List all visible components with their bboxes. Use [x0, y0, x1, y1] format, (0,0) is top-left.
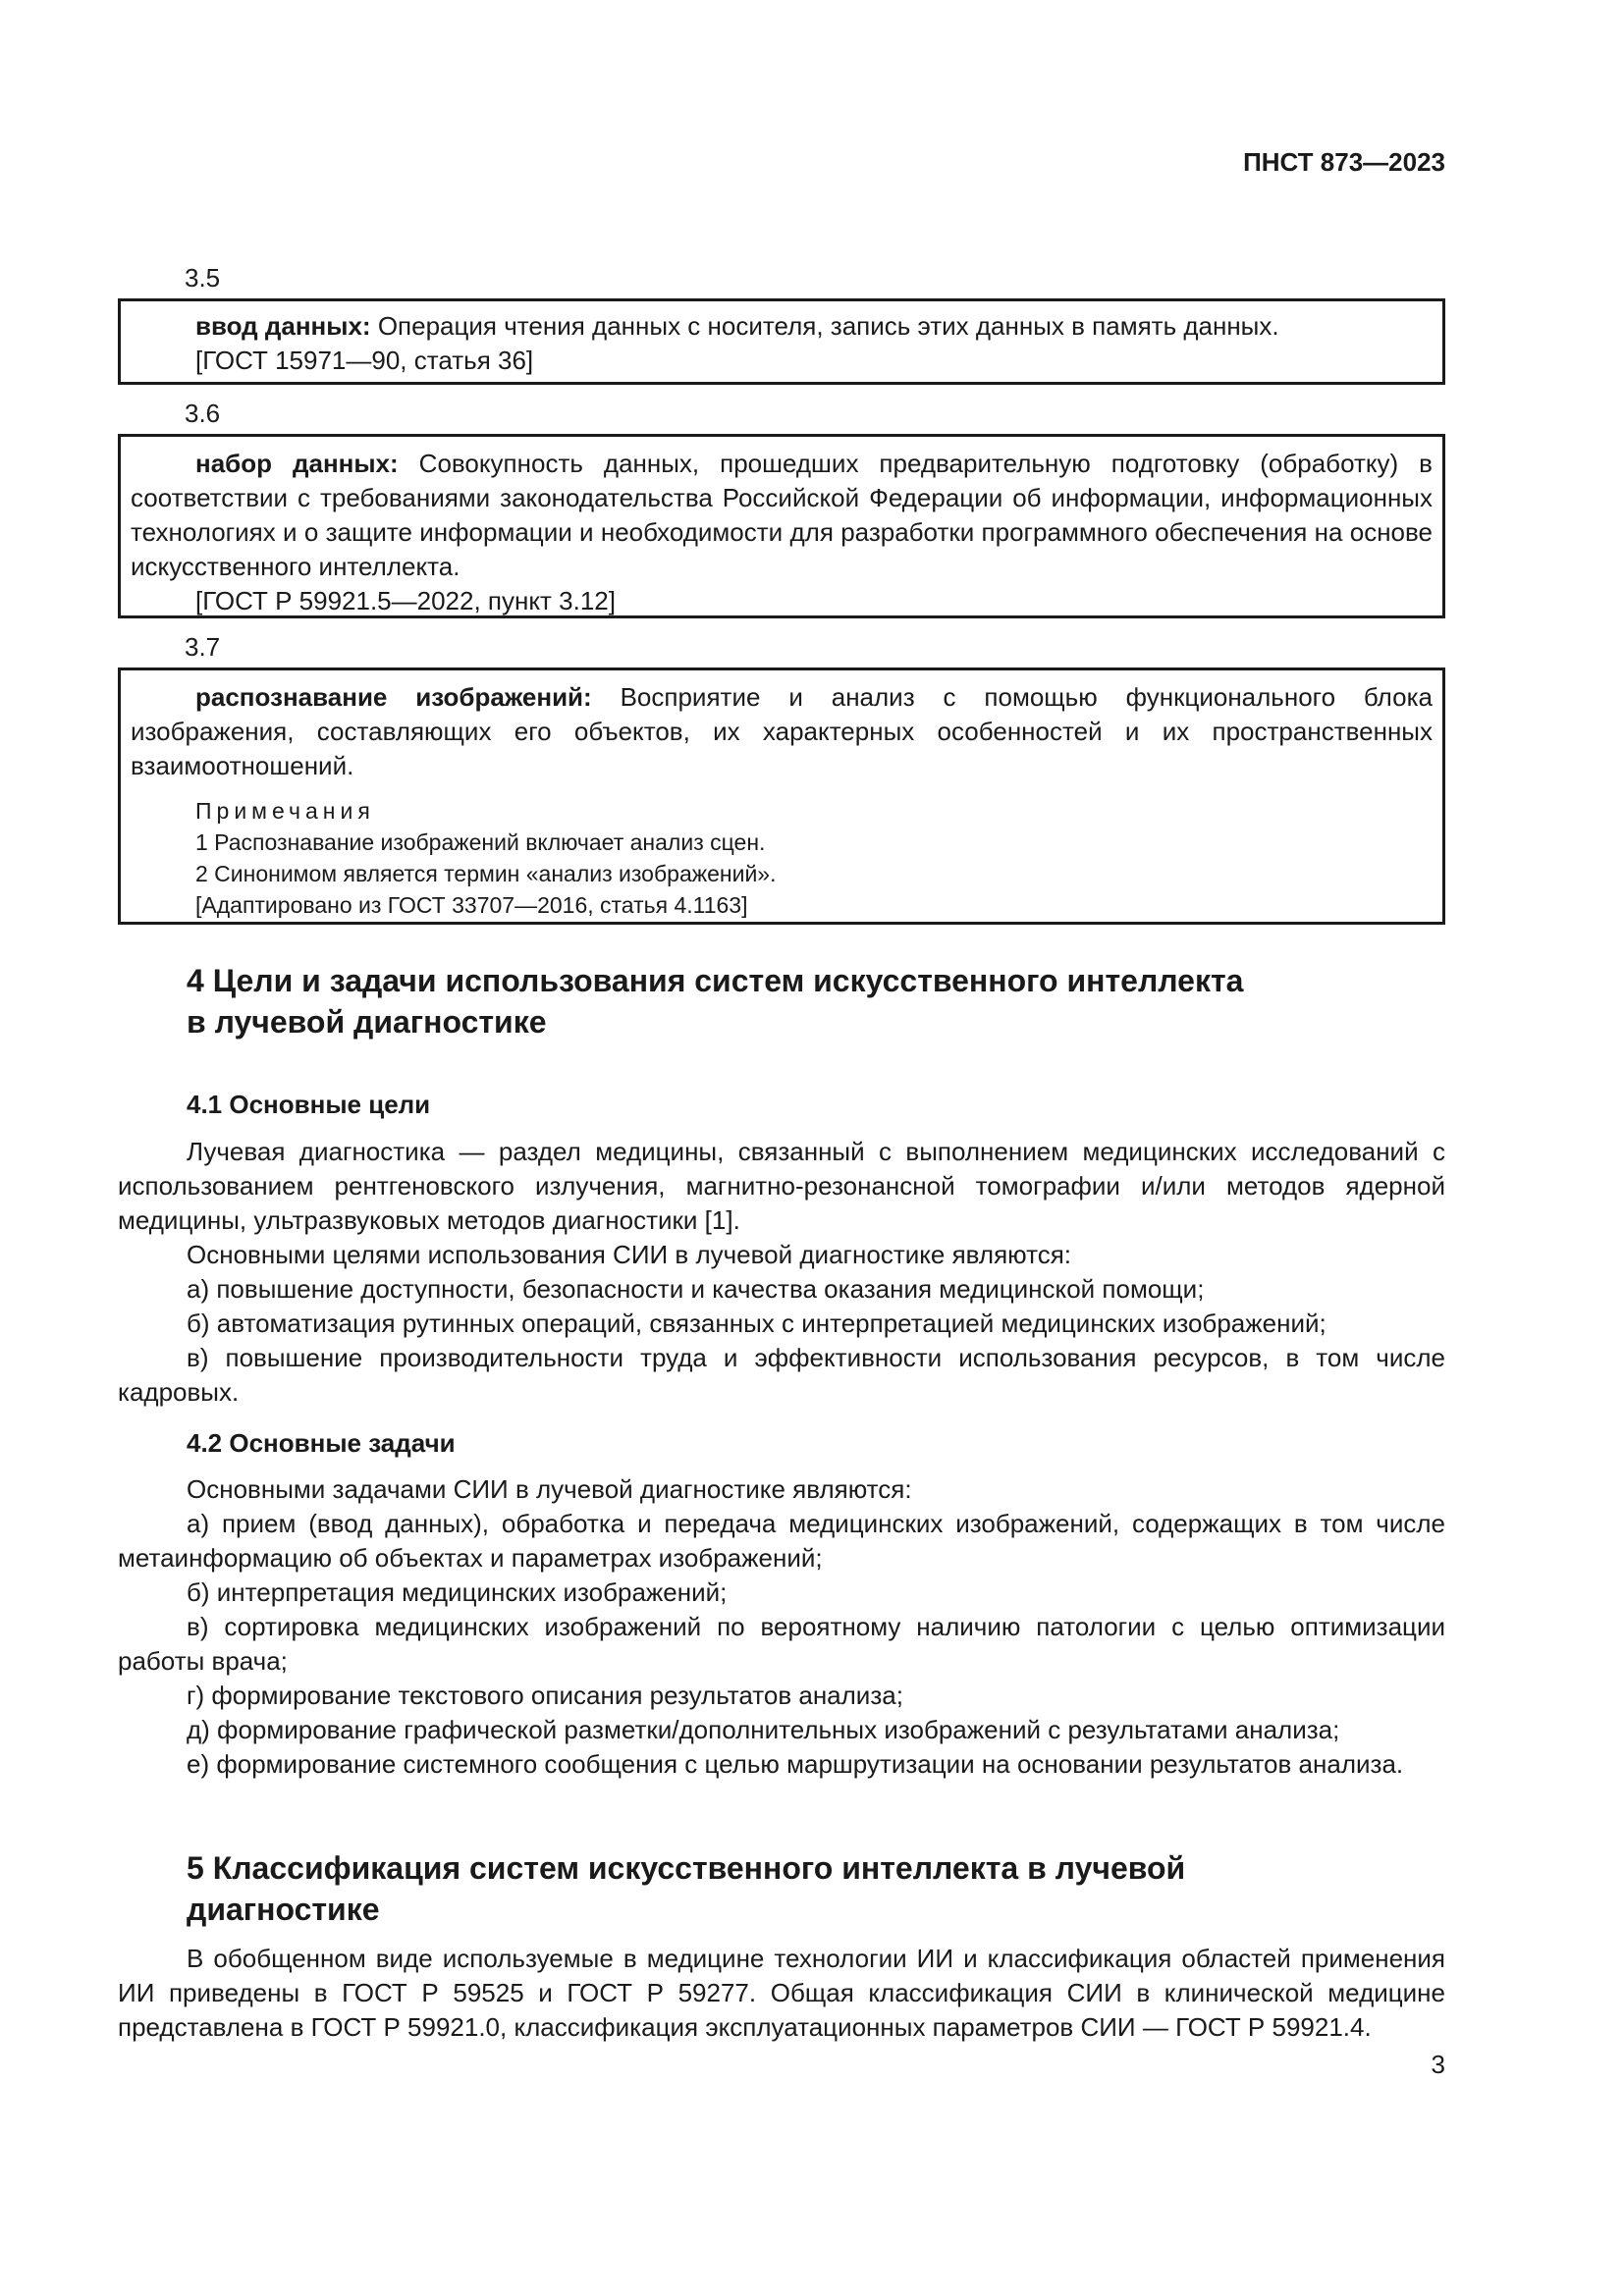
- subsection-4-2-body: [118, 1472, 1445, 1782]
- term-box-3-6: [118, 434, 1445, 618]
- note-item: 2 Синонимом является термин «анализ изображений».: [195, 861, 777, 886]
- section-5-heading: [187, 1847, 1365, 1930]
- list-item: г) формирование текстового описания результатов анализа;: [187, 1681, 903, 1710]
- term-notes: [131, 795, 1433, 921]
- term-definition: Операция чтения данных с носителя, запись этих данных в память данных.: [377, 311, 1279, 341]
- term-box-3-5: [118, 298, 1445, 385]
- term-name: ввод данных:: [195, 311, 371, 341]
- paragraph: Лучевая диагностика — раздел медицины, связанный с выполнением медицинских исследований с использованием рентгеновского излучения, магнитно-резонансной томографии и/или методов ядерной медицины, ультразвуковых методов диагностики [1].: [118, 1137, 1445, 1235]
- list-item: е) формирование системного сообщения с целью маршрутизации на основании результатов анализа.: [187, 1749, 1404, 1779]
- subsection-4-1-body: [118, 1135, 1445, 1410]
- term-definition-line: [131, 309, 1433, 344]
- term-definition-line: [131, 680, 1433, 783]
- section-title-line: 4 Цели и задачи использования систем искусственного интеллекта: [187, 963, 1244, 998]
- paragraph: В обобщенном виде используемые в медицине технологии ИИ и классификация областей применения ИИ приведены в ГОСТ Р 59525 и ГОСТ Р 59277. Общая классификация СИИ в клинической медицине представлена в ГОСТ Р 59921.0, классификация эксплуатационных параметров СИИ — ГОСТ Р 59921.4.: [118, 1944, 1445, 2042]
- section-title-line: диагностике: [187, 1892, 380, 1927]
- term-number: 3.5: [185, 263, 221, 293]
- document-code: ПНСТ 873—2023: [1243, 147, 1445, 177]
- term-definition-line: [131, 447, 1433, 584]
- term-number: 3.6: [185, 399, 221, 428]
- note-item: 1 Распознавание изображений включает анализ сцен.: [195, 829, 766, 855]
- subsection-4-1-heading: 4.1 Основные цели: [187, 1090, 431, 1119]
- section-5-body: [118, 1942, 1445, 2045]
- list-item: в) сортировка медицинских изображений по вероятному наличию патологии с целью оптимизации работы врача;: [118, 1612, 1445, 1676]
- list-item: а) прием (ввод данных), обработка и передача медицинских изображений, содержащих в том числе метаинформацию об объектах и параметрах изображений;: [118, 1509, 1445, 1573]
- term-name: набор данных:: [195, 449, 399, 478]
- list-item: а) повышение доступности, безопасности и качества оказания медицинской помощи;: [187, 1274, 1205, 1304]
- term-definition: Совокупность данных, прошедших предварительную подготовку (обработку) в соответствии с требованиями законодательства Российской Федерации об информации, информационных технологиях и о защите информации и необходимости для разработки программного обеспечения на основе искусственного интеллекта.: [131, 449, 1433, 581]
- term-name: распознавание изображений:: [195, 682, 592, 712]
- term-source: [Адаптировано из ГОСТ 33707―2016, статья 4.1163]: [195, 892, 748, 918]
- list-item: д) формирование графической разметки/дополнительных изображений с результатами анализа;: [187, 1715, 1340, 1744]
- list-item: б) автоматизация рутинных операций, связанных с интерпретацией медицинских изображений;: [187, 1308, 1326, 1338]
- list-item: б) интерпретация медицинских изображений;: [187, 1577, 728, 1607]
- paragraph: Основными целями использования СИИ в лучевой диагностике являются:: [187, 1240, 1071, 1269]
- term-definition: Восприятие и анализ с помощью функционального блока изображения, составляющих его объектов, их характерных особенностей и их пространственных взаимоотношений.: [131, 682, 1433, 780]
- term-box-3-7: [118, 667, 1445, 925]
- term-source: [ГОСТ Р 59921.5—2022, пункт 3.12]: [195, 586, 616, 615]
- page-number: 3: [1431, 2050, 1445, 2079]
- subsection-4-2-heading: 4.2 Основные задачи: [187, 1428, 456, 1458]
- term-source: [ГОСТ 15971—90, статья 36]: [195, 346, 534, 375]
- section-title-line: 5 Классификация систем искусственного интеллекта в лучевой: [187, 1850, 1186, 1886]
- notes-title: Примечания: [195, 798, 375, 824]
- term-number: 3.7: [185, 632, 221, 662]
- paragraph: Основными задачами СИИ в лучевой диагностике являются:: [187, 1474, 912, 1504]
- section-title-line: в лучевой диагностике: [187, 1004, 547, 1040]
- list-item: в) повышение производительности труда и эффективности использования ресурсов, в том числе кадровых.: [118, 1343, 1445, 1407]
- section-4-heading: [187, 960, 1365, 1042]
